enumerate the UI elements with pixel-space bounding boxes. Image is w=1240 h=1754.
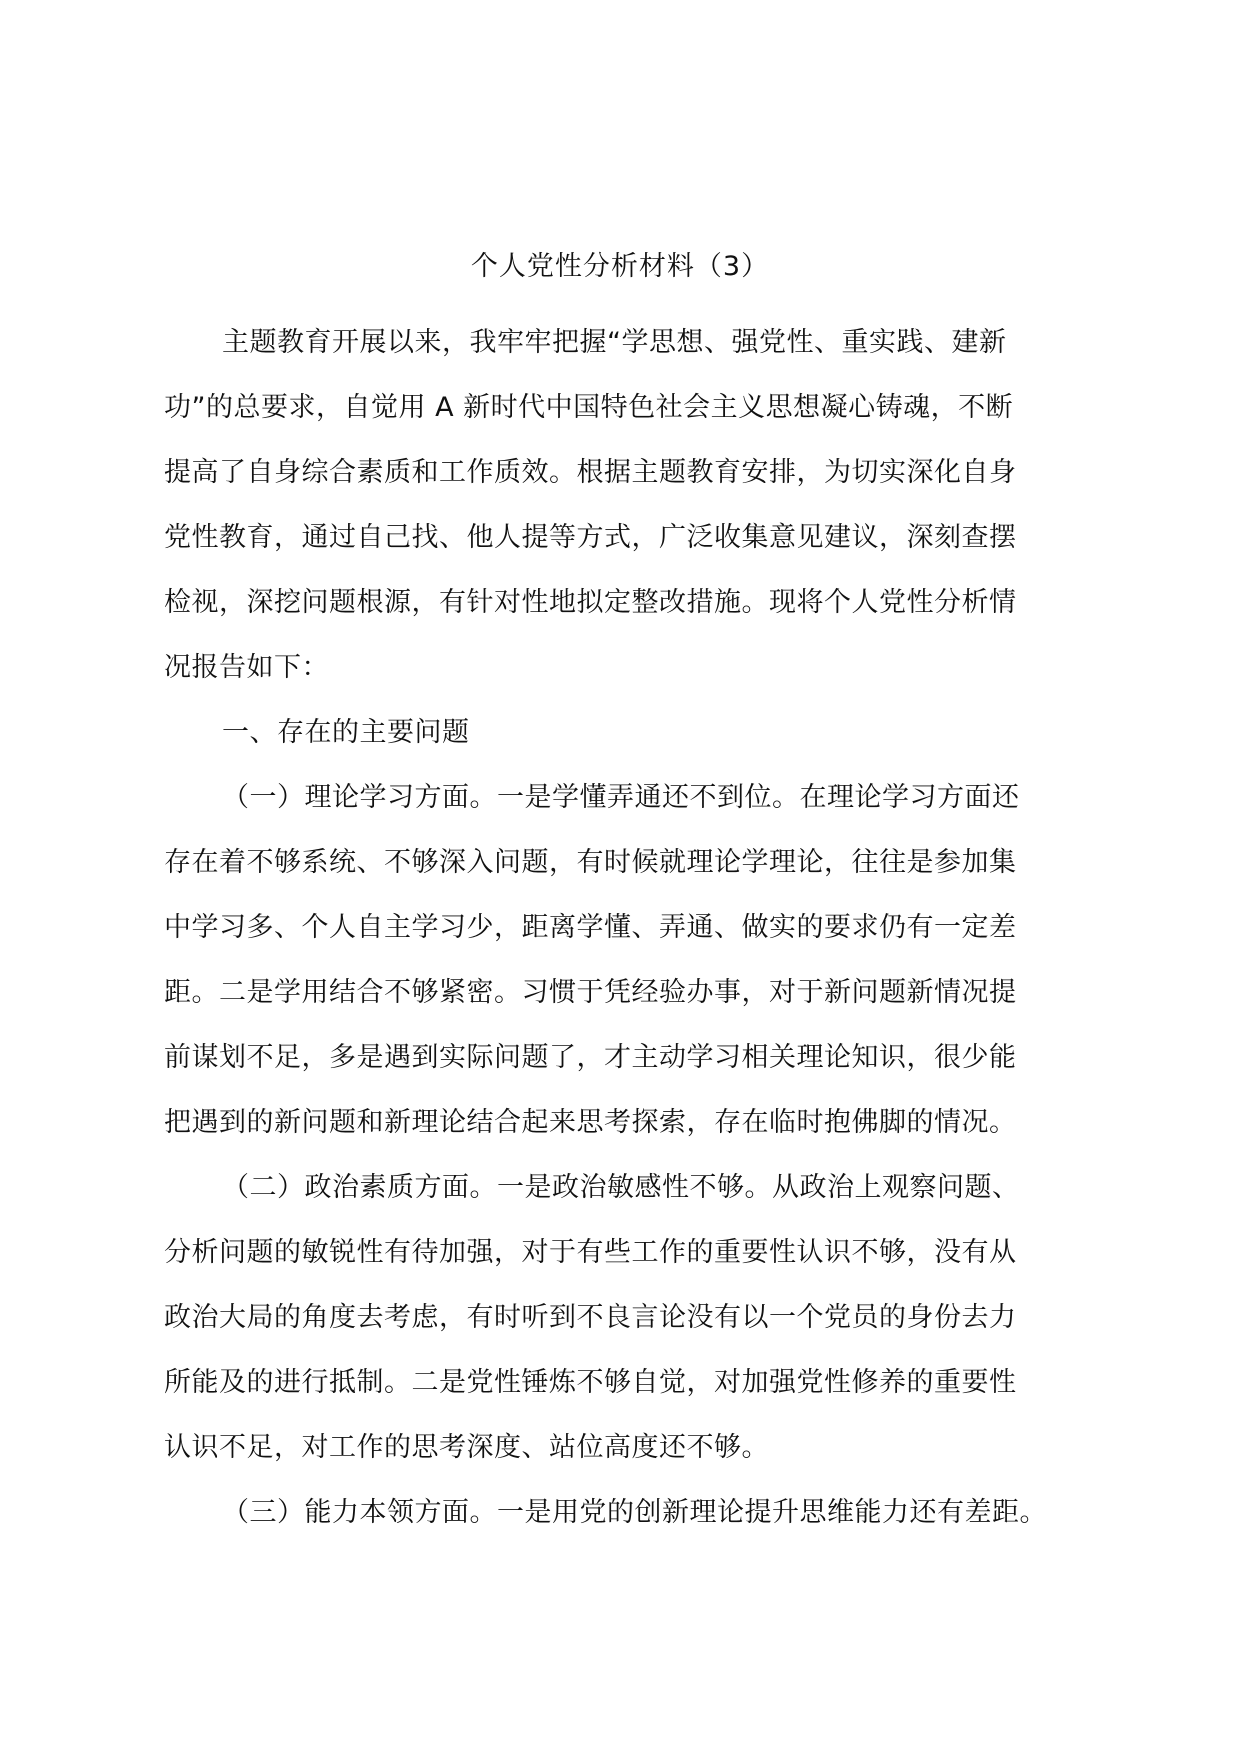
text-line: 所能及的进行抵制。二是党性锤炼不够自觉，对加强党性修养的重要性 bbox=[164, 1367, 1017, 1398]
ability-paragraph bbox=[164, 1480, 1084, 1545]
document-title: 个人党性分析材料（3） bbox=[470, 251, 770, 282]
text-line: 距。二是学用结合不够紧密。习惯于凭经验办事，对于新问题新情况提 bbox=[164, 977, 1017, 1008]
text-line: 把遇到的新问题和新理论结合起来思考探索，存在临时抱佛脚的情况。 bbox=[164, 1107, 1017, 1138]
text-line: 分析问题的敏锐性有待加强，对于有些工作的重要性认识不够，没有从 bbox=[164, 1237, 1017, 1268]
intro-paragraph bbox=[164, 310, 1084, 700]
text-line: 中学习多、个人自主学习少，距离学懂、弄通、做实的要求仍有一定差 bbox=[164, 912, 1017, 943]
text-line: 况报告如下： bbox=[164, 652, 329, 683]
text-line: （二）政治素质方面。一是政治敏感性不够。从政治上观察问题、 bbox=[222, 1172, 1020, 1203]
text-line: 功”的总要求，自觉用 A 新时代中国特色社会主义思想凝心铸魂，不断 bbox=[164, 392, 1014, 423]
text-line: 检视，深挖问题根源，有针对性地拟定整改措施。现将个人党性分析情 bbox=[164, 587, 1017, 618]
text-line: 认识不足，对工作的思考深度、站位高度还不够。 bbox=[164, 1432, 769, 1463]
text-line: 党性教育，通过自己找、他人提等方式，广泛收集意见建议，深刻查摆 bbox=[164, 522, 1017, 553]
heading-line: 一、存在的主要问题 bbox=[222, 717, 470, 748]
theory-study-paragraph bbox=[164, 765, 1084, 1155]
section-heading bbox=[164, 700, 1084, 765]
text-line: （三）能力本领方面。一是用党的创新理论提升思维能力还有差距。 bbox=[222, 1497, 1047, 1528]
text-line: 提高了自身综合素质和工作质效。根据主题教育安排，为切实深化自身 bbox=[164, 457, 1017, 488]
text-line: 政治大局的角度去考虑，有时听到不良言论没有以一个党员的身份去力 bbox=[164, 1302, 1017, 1333]
text-line: 存在着不够系统、不够深入问题，有时候就理论学理论，往往是参加集 bbox=[164, 847, 1017, 878]
text-line: 前谋划不足，多是遇到实际问题了，才主动学习相关理论知识，很少能 bbox=[164, 1042, 1017, 1073]
text-line: 主题教育开展以来，我牢牢把握“学思想、强党性、重实践、建新 bbox=[222, 327, 1007, 358]
document-body bbox=[164, 310, 1084, 1545]
text-line: （一）理论学习方面。一是学懂弄通还不到位。在理论学习方面还 bbox=[222, 782, 1020, 813]
political-quality-paragraph bbox=[164, 1155, 1084, 1480]
